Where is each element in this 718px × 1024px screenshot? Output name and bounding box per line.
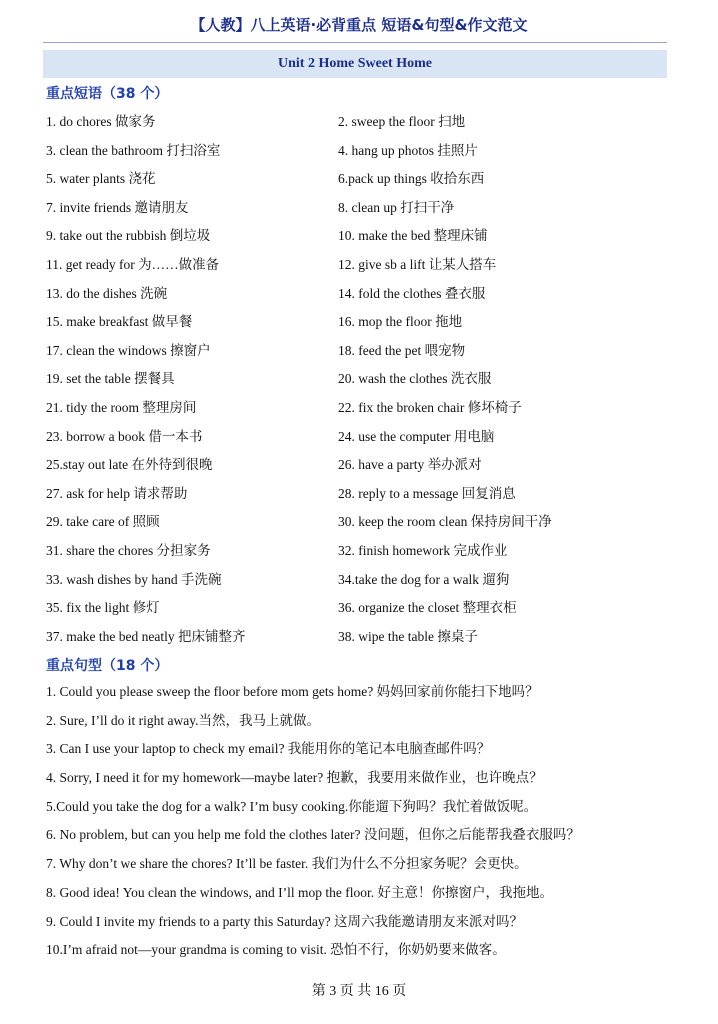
phrase-item: 22. fix the broken chair 修坏椅子 bbox=[338, 399, 522, 415]
phrase-item: 17. clean the windows 擦窗户 bbox=[46, 342, 211, 358]
phrase-item: 26. have a party 举办派对 bbox=[338, 457, 482, 473]
phrase-item: 35. fix the light 修灯 bbox=[46, 600, 160, 616]
phrase-item: 18. feed the pet 喂宠物 bbox=[338, 342, 466, 358]
phrase-item: 13. do the dishes 洗碗 bbox=[46, 285, 168, 301]
phrase-item: 32. finish homework 完成作业 bbox=[338, 542, 508, 558]
sentence-item: 2. Sure, I’ll do it right away.当然，我马上就做。 bbox=[46, 712, 320, 728]
sentence-item: 5.Could you take the dog for a walk? I’m busy cooking.你能遛下狗吗？我忙着做饭呢。 bbox=[46, 798, 538, 814]
phrase-item: 7. invite friends 邀请朋友 bbox=[46, 199, 189, 215]
phrase-item: 5. water plants 浇花 bbox=[46, 171, 156, 187]
phrase-item: 31. share the chores 分担家务 bbox=[46, 542, 211, 558]
sentence-item: 6. No problem, but can you help me fold the clothes later? 没问题，但你之后能帮我叠衣服吗？ bbox=[46, 827, 580, 843]
phrase-item: 2. sweep the floor 扫地 bbox=[338, 114, 466, 129]
phrase-item: 9. take out the rubbish 倒垃圾 bbox=[46, 228, 211, 244]
sentence-item: 4. Sorry, I need it for my homework—maybe later? 抱歉，我要用来做作业，也许晚点？ bbox=[46, 770, 543, 786]
phrase-item: 21. tidy the room 整理房间 bbox=[46, 399, 197, 415]
phrase-item: 36. organize the closet 整理衣柜 bbox=[338, 600, 517, 616]
phrase-item: 38. wipe the table 擦桌子 bbox=[338, 628, 478, 644]
phrase-item: 23. borrow a book 借一本书 bbox=[46, 428, 203, 444]
sentence-item: 3. Can I use your laptop to check my email? 我能用你的笔记本电脑查邮件吗？ bbox=[46, 741, 491, 757]
page-number-footer: 第 3 页 共 16 页 bbox=[311, 984, 407, 999]
phrase-item: 34.take the dog for a walk 遛狗 bbox=[338, 571, 510, 587]
sentence-item: 9. Could I invite my friends to a party this Saturday? 这周六我能邀请朋友来派对吗？ bbox=[46, 913, 523, 929]
phrase-item: 30. keep the room clean 保持房间干净 bbox=[338, 514, 552, 530]
phrase-item: 24. use the computer 用电脑 bbox=[338, 428, 495, 444]
phrase-item: 29. take care of 照顾 bbox=[46, 514, 160, 530]
phrase-item: 1. do chores 做家务 bbox=[46, 114, 156, 129]
sentence-item: 10.I’m afraid not—your grandma is coming to visit. 恐怕不行，你奶奶要来做客。 bbox=[46, 942, 506, 958]
phrase-item: 25.stay out late 在外待到很晚 bbox=[46, 457, 213, 473]
phrase-item: 6.pack up things 收拾东西 bbox=[338, 171, 485, 187]
phrase-item: 19. set the table 摆餐具 bbox=[46, 371, 175, 387]
phrases-section-heading: 重点短语（38 个） bbox=[46, 86, 169, 102]
unit-title-banner: Unit 2 Home Sweet Home bbox=[43, 50, 667, 78]
phrase-item: 15. make breakfast 做早餐 bbox=[46, 314, 193, 330]
phrase-item: 28. reply to a message 回复消息 bbox=[338, 485, 516, 501]
phrase-item: 16. mop the floor 拖地 bbox=[338, 314, 463, 330]
phrase-item: 27. ask for help 请求帮助 bbox=[46, 485, 188, 501]
phrase-item: 12. give sb a lift 让某人搭车 bbox=[338, 256, 497, 272]
sentence-list bbox=[46, 678, 686, 965]
phrase-list bbox=[46, 108, 666, 651]
phrase-item: 3. clean the bathroom 打扫浴室 bbox=[46, 142, 221, 158]
phrase-item: 20. wash the clothes 洗衣服 bbox=[338, 371, 492, 387]
phrase-item: 14. fold the clothes 叠衣服 bbox=[338, 285, 486, 301]
sentences-section-heading: 重点句型（18 个） bbox=[46, 658, 169, 674]
phrase-item: 33. wash dishes by hand 手洗碗 bbox=[46, 571, 222, 587]
sentence-item: 7. Why don’t we share the chores? It’ll be faster. 我们为什么不分担家务呢？会更快。 bbox=[46, 856, 528, 872]
phrase-item: 11. get ready for 为……做准备 bbox=[46, 256, 220, 272]
header-divider bbox=[43, 42, 667, 43]
phrase-item: 4. hang up photos 挂照片 bbox=[338, 142, 478, 158]
document-header-title: 【人教】八上英语·必背重点 短语&句型&作文范文 bbox=[190, 16, 528, 34]
sentence-item: 8. Good idea! You clean the windows, and I’ll mop the floor. 好主意！你擦窗户，我拖地。 bbox=[46, 884, 553, 900]
phrase-item: 37. make the bed neatly 把床铺整齐 bbox=[46, 628, 246, 644]
phrase-item: 10. make the bed 整理床铺 bbox=[338, 228, 488, 244]
phrase-item: 8. clean up 打扫干净 bbox=[338, 199, 455, 215]
sentence-item: 1. Could you please sweep the floor before mom gets home? 妈妈回家前你能扫下地吗？ bbox=[46, 684, 539, 699]
